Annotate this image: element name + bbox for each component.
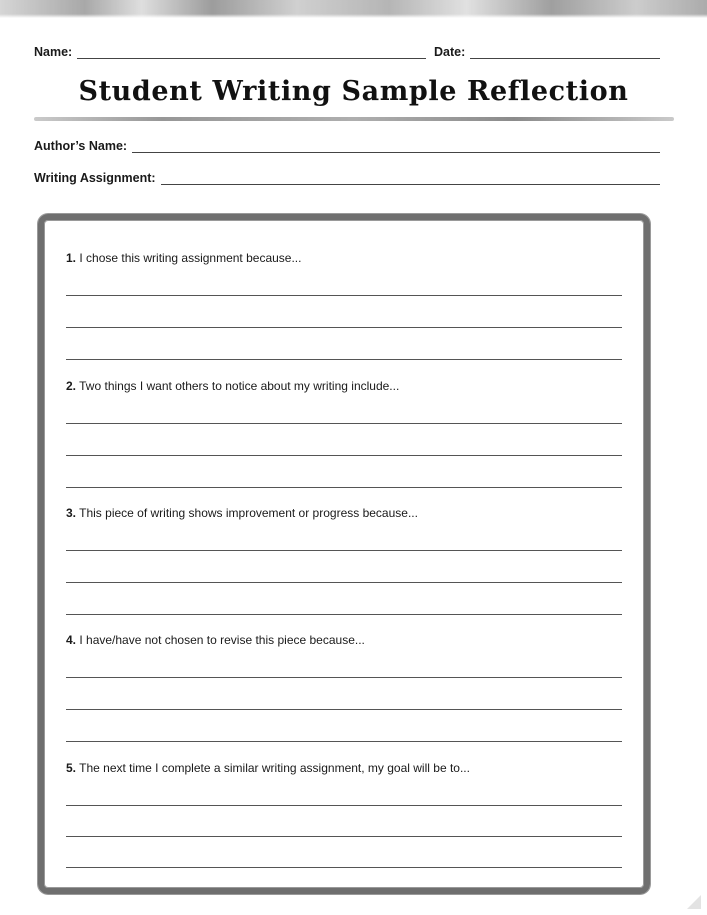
prompt-5-answer-line-3[interactable] [66,867,622,868]
prompt-1-number: 1. [66,251,77,265]
prompt-4-answer-line-2[interactable] [66,709,622,710]
prompt-1-answer-line-1[interactable] [66,295,622,296]
prompt-3-answer-line-1[interactable] [66,550,622,551]
name-label: Name: [34,45,73,59]
author-name-field[interactable] [34,139,660,153]
prompt-3-answer-line-2[interactable] [66,582,622,583]
reflection-box-frame [38,214,650,894]
prompt-1-text: I chose this writing assignment because... [79,251,302,265]
name-blank-line[interactable] [77,47,426,59]
date-blank-line[interactable] [470,47,660,59]
prompt-2-number: 2. [66,379,77,393]
prompt-4-number: 4. [66,633,77,647]
prompt-4-answer-line-1[interactable] [66,677,622,678]
prompt-3 [66,506,418,520]
title-underline-brush [34,117,674,121]
date-label: Date: [434,45,466,59]
prompt-3-number: 3. [66,506,77,520]
prompt-5-answer-line-1[interactable] [66,805,622,806]
writing-assignment-blank-line[interactable] [161,173,660,185]
prompt-3-text: This piece of writing shows improvement or progress because... [79,506,418,520]
writing-assignment-label: Writing Assignment: [34,171,156,185]
prompt-2-answer-line-3[interactable] [66,487,622,488]
prompt-5-number: 5. [66,761,77,775]
prompt-5 [66,761,470,775]
page-corner-arrow-icon [687,895,701,909]
author-name-blank-line[interactable] [132,141,660,153]
writing-assignment-field[interactable] [34,171,660,185]
prompt-1-answer-line-2[interactable] [66,327,622,328]
prompt-3-answer-line-3[interactable] [66,614,622,615]
prompt-4 [66,633,365,647]
date-field[interactable] [434,45,660,59]
prompt-4-answer-line-3[interactable] [66,741,622,742]
prompt-2-answer-line-1[interactable] [66,423,622,424]
prompt-4-text: I have/have not chosen to revise this piece because... [79,633,365,647]
page-title: Student Writing Sample Reflection [78,76,629,107]
prompt-5-text: The next time I complete a similar writing assignment, my goal will be to... [79,761,470,775]
decorative-header-band [0,0,707,18]
prompt-1 [66,251,301,265]
prompt-2 [66,379,399,393]
author-name-label: Author’s Name: [34,139,128,153]
name-field[interactable] [34,45,426,59]
prompt-1-answer-line-3[interactable] [66,359,622,360]
prompt-2-answer-line-2[interactable] [66,455,622,456]
prompt-5-answer-line-2[interactable] [66,836,622,837]
prompt-2-text: Two things I want others to notice about my writing include... [79,379,400,393]
